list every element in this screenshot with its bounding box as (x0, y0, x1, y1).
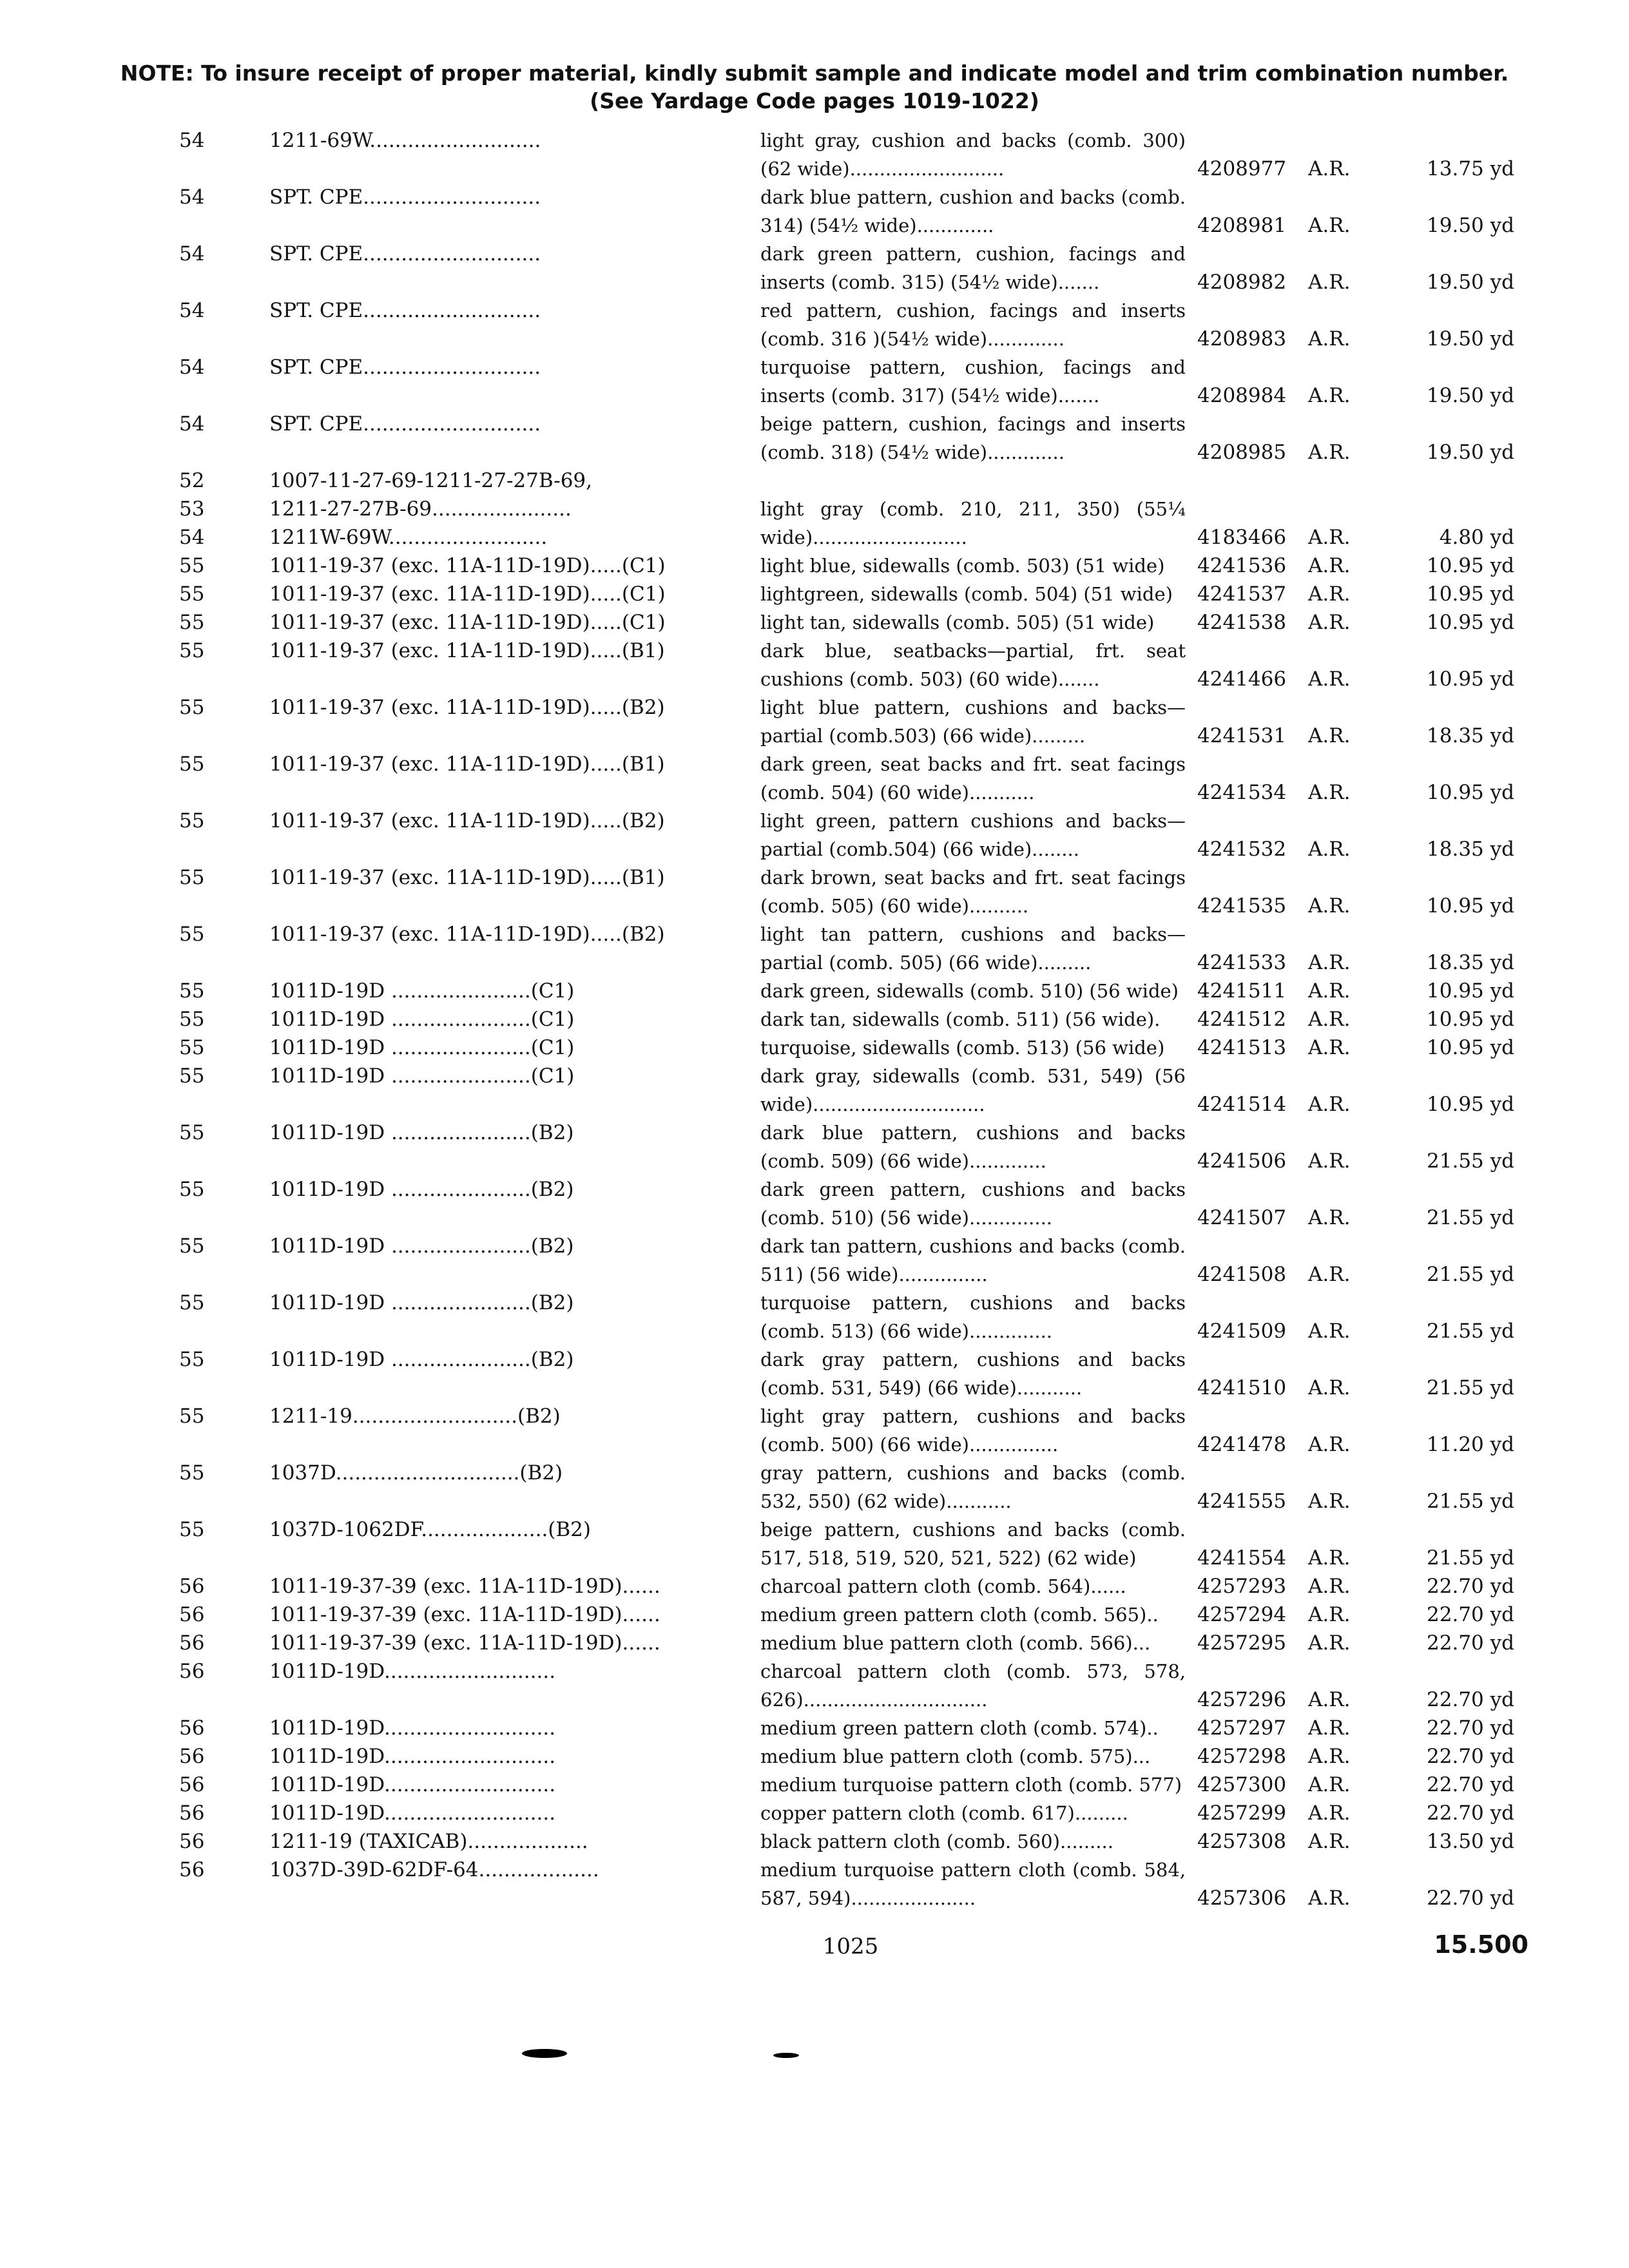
model-cell: SPT. CPE............................ (269, 186, 541, 209)
year-cell: 56 (179, 1631, 205, 1655)
year-cell: 56 (179, 1858, 205, 1881)
table-row (0, 1119, 1629, 1175)
year-cell: 54 (179, 186, 205, 209)
table-row (0, 977, 1629, 1005)
year-cell: 55 (179, 554, 205, 577)
trim-description: dark blue pattern, cushion and backs (comb. 314) (54½ wide)............. (760, 186, 1186, 236)
trim-description: turquoise, sidewalls (comb. 513) (56 wide) (760, 1037, 1165, 1059)
year-cell: 55 (179, 1036, 205, 1059)
model-cell: 1011-19-37-39 (exc. 11A-11D-19D)...... (269, 1603, 660, 1626)
note-header (0, 59, 1629, 115)
year-cell: 52 (179, 469, 205, 492)
yardage-cell: 21.55 yd (1427, 1206, 1514, 1229)
part-number: 4241532 (1197, 838, 1287, 861)
yardage-cell: 19.50 yd (1427, 441, 1514, 464)
quantity-cell: A.R. (1308, 582, 1351, 606)
part-number: 4241509 (1197, 1320, 1287, 1343)
table-row (0, 580, 1629, 608)
trim-description: dark gray pattern, cushions and backs (comb. 531, 549) (66 wide)........... (760, 1349, 1186, 1399)
model-cell: 1011D-19D........................... (269, 1802, 556, 1825)
year-cell: 56 (179, 1773, 205, 1796)
model-cell: 1011-19-37 (exc. 11A-11D-19D).....(B2) (269, 809, 665, 832)
year-cell: 55 (179, 979, 205, 1003)
quantity-cell: A.R. (1308, 1830, 1351, 1853)
table-row (0, 523, 1629, 552)
part-number: 4241507 (1197, 1206, 1287, 1229)
part-number: 4241506 (1197, 1149, 1287, 1173)
model-cell: 1011-19-37 (exc. 11A-11D-19D).....(B2) (269, 696, 665, 719)
part-number: 4257294 (1197, 1603, 1287, 1626)
yardage-cell: 10.95 yd (1427, 781, 1514, 804)
model-cell: 1007-11-27-69-1211-27-27B-69, (269, 469, 592, 492)
yardage-cell: 10.95 yd (1427, 1036, 1514, 1059)
year-cell: 55 (179, 1235, 205, 1258)
year-cell: 55 (179, 1518, 205, 1541)
table-row (0, 693, 1629, 750)
yardage-cell: 21.55 yd (1427, 1376, 1514, 1399)
table-row (0, 1799, 1629, 1827)
yardage-cell: 10.95 yd (1427, 611, 1514, 634)
model-cell: 1011D-19D ......................(B2) (269, 1235, 574, 1258)
model-cell: 1211-27-27B-69...................... (269, 497, 572, 521)
page-number: 1025 (822, 1934, 879, 1959)
part-number: 4241512 (1197, 1008, 1287, 1031)
trim-description: medium turquoise pattern cloth (comb. 584, 587, 594)..................... (760, 1859, 1186, 1909)
table-row (0, 1459, 1629, 1515)
quantity-cell: A.R. (1308, 1631, 1351, 1655)
model-cell: 1011D-19D ......................(C1) (269, 979, 575, 1003)
yardage-cell: 19.50 yd (1427, 214, 1514, 237)
part-number: 4208985 (1197, 441, 1287, 464)
table-row (0, 1657, 1629, 1714)
part-number: 4257306 (1197, 1887, 1287, 1910)
quantity-cell: A.R. (1308, 1490, 1351, 1513)
trim-description: beige pattern, cushion, facings and inserts (comb. 318) (54½ wide)............. (760, 413, 1186, 463)
quantity-cell: A.R. (1308, 668, 1351, 691)
model-cell: 1011-19-37 (exc. 11A-11D-19D).....(C1) (269, 582, 666, 606)
trim-description: light gray, cushion and backs (comb. 300) (62 wide).......................... (760, 130, 1186, 180)
trim-description: dark green pattern, cushions and backs (comb. 510) (56 wide).............. (760, 1178, 1186, 1229)
quantity-cell: A.R. (1308, 384, 1351, 407)
part-number: 4241531 (1197, 724, 1287, 747)
model-cell: 1011-19-37 (exc. 11A-11D-19D).....(C1) (269, 554, 666, 577)
yardage-cell: 13.75 yd (1427, 157, 1514, 180)
model-cell: 1011D-19D ......................(C1) (269, 1008, 575, 1031)
trim-description: light green, pattern cushions and backs—partial (comb.504) (66 wide)........ (760, 810, 1186, 860)
year-cell: 56 (179, 1745, 205, 1768)
yardage-cell: 4.80 yd (1439, 526, 1514, 549)
yardage-cell: 10.95 yd (1427, 894, 1514, 918)
table-row (0, 1827, 1629, 1856)
yardage-cell: 21.55 yd (1427, 1320, 1514, 1343)
year-cell: 55 (179, 582, 205, 606)
year-cell: 55 (179, 1348, 205, 1371)
quantity-cell: A.R. (1308, 1149, 1351, 1173)
part-number: 4241536 (1197, 554, 1287, 577)
table-row (0, 807, 1629, 863)
section-number: 15.500 (1434, 1930, 1528, 1959)
year-cell: 55 (179, 696, 205, 719)
yardage-cell: 10.95 yd (1427, 1008, 1514, 1031)
quantity-cell: A.R. (1308, 894, 1351, 918)
yardage-cell: 22.70 yd (1427, 1802, 1514, 1825)
scan-smudge (522, 2049, 567, 2058)
table-row (0, 183, 1629, 240)
model-cell: SPT. CPE............................ (269, 299, 541, 322)
part-number: 4241554 (1197, 1546, 1287, 1570)
year-cell: 55 (179, 809, 205, 832)
yardage-cell: 10.95 yd (1427, 979, 1514, 1003)
trim-description: turquoise pattern, cushion, facings and inserts (comb. 317) (54½ wide)....... (760, 356, 1186, 407)
year-cell: 55 (179, 1121, 205, 1144)
part-number: 4208981 (1197, 214, 1287, 237)
table-row (0, 1600, 1629, 1629)
year-cell: 54 (179, 299, 205, 322)
quantity-cell: A.R. (1308, 1603, 1351, 1626)
year-cell: 54 (179, 412, 205, 436)
quantity-cell: A.R. (1308, 1575, 1351, 1598)
trim-description: dark green, seat backs and frt. seat facings (comb. 504) (60 wide)........... (760, 753, 1186, 803)
quantity-cell: A.R. (1308, 1745, 1351, 1768)
year-cell: 56 (179, 1603, 205, 1626)
model-cell: 1011-19-37 (exc. 11A-11D-19D).....(B2) (269, 923, 665, 946)
year-cell: 55 (179, 1291, 205, 1314)
model-cell: 1011D-19D ......................(B2) (269, 1121, 574, 1144)
trim-description: copper pattern cloth (comb. 617)......... (760, 1802, 1128, 1824)
part-number: 4208984 (1197, 384, 1287, 407)
yardage-cell: 19.50 yd (1427, 327, 1514, 351)
quantity-cell: A.R. (1308, 1320, 1351, 1343)
scan-smudge (773, 2053, 799, 2058)
part-number: 4257295 (1197, 1631, 1287, 1655)
trim-description: black pattern cloth (comb. 560)......... (760, 1831, 1113, 1852)
yardage-cell: 22.70 yd (1427, 1716, 1514, 1740)
part-number: 4241508 (1197, 1263, 1287, 1286)
table-row (0, 637, 1629, 693)
table-row (0, 1402, 1629, 1459)
trim-description: beige pattern, cushions and backs (comb. 517, 518, 519, 520, 521, 522) (62 wide) (760, 1519, 1186, 1569)
part-number: 4257299 (1197, 1802, 1287, 1825)
part-number: 4208977 (1197, 157, 1287, 180)
trim-description: light tan pattern, cushions and backs—partial (comb. 505) (66 wide)......... (760, 923, 1186, 974)
model-cell: SPT. CPE............................ (269, 356, 541, 379)
part-number: 4241510 (1197, 1376, 1287, 1399)
trim-description: dark blue, seatbacks—partial, frt. seat cushions (comb. 503) (60 wide)....... (760, 640, 1186, 690)
trim-description: light blue pattern, cushions and backs—partial (comb.503) (66 wide)......... (760, 697, 1186, 747)
yardage-cell: 18.35 yd (1427, 724, 1514, 747)
model-cell: 1011D-19D ......................(B2) (269, 1291, 574, 1314)
trim-description: light gray pattern, cushions and backs (comb. 500) (66 wide)............... (760, 1405, 1186, 1456)
trim-description: dark brown, seat backs and frt. seat facings (comb. 505) (60 wide).......... (760, 867, 1186, 917)
trim-description: light gray (comb. 210, 211, 350) (55¼ wide).......................... (760, 498, 1186, 548)
part-number: 4241534 (1197, 781, 1287, 804)
table-row (0, 126, 1629, 183)
model-cell: 1211-19 (TAXICAB)................... (269, 1830, 588, 1853)
quantity-cell: A.R. (1308, 526, 1351, 549)
part-number: 4241533 (1197, 951, 1287, 974)
trim-description: dark green, sidewalls (comb. 510) (56 wide) (760, 980, 1179, 1002)
model-cell: 1011-19-37-39 (exc. 11A-11D-19D)...... (269, 1575, 660, 1598)
year-cell: 56 (179, 1802, 205, 1825)
model-cell: 1011-19-37-39 (exc. 11A-11D-19D)...... (269, 1631, 660, 1655)
part-number: 4183466 (1197, 526, 1287, 549)
note-line-2: (See Yardage Code pages 1019-1022) (590, 88, 1039, 113)
quantity-cell: A.R. (1308, 724, 1351, 747)
yardage-cell: 22.70 yd (1427, 1575, 1514, 1598)
model-cell: 1011D-19D........................... (269, 1773, 556, 1796)
part-number: 4241538 (1197, 611, 1287, 634)
year-cell: 55 (179, 1008, 205, 1031)
table-row (0, 240, 1629, 296)
part-number: 4257293 (1197, 1575, 1287, 1598)
part-number: 4208983 (1197, 327, 1287, 351)
table-row (0, 1289, 1629, 1345)
yardage-cell: 21.55 yd (1427, 1490, 1514, 1513)
yardage-cell: 18.35 yd (1427, 951, 1514, 974)
table-row (0, 353, 1629, 410)
quantity-cell: A.R. (1308, 1008, 1351, 1031)
table-row (0, 410, 1629, 466)
quantity-cell: A.R. (1308, 611, 1351, 634)
table-row (0, 1515, 1629, 1572)
table-row (0, 1572, 1629, 1600)
quantity-cell: A.R. (1308, 1376, 1351, 1399)
trim-description: medium blue pattern cloth (comb. 575)... (760, 1745, 1151, 1767)
part-number: 4241555 (1197, 1490, 1287, 1513)
year-cell: 55 (179, 753, 205, 776)
quantity-cell: A.R. (1308, 441, 1351, 464)
quantity-cell: A.R. (1308, 327, 1351, 351)
part-number: 4257297 (1197, 1716, 1287, 1740)
yardage-cell: 22.70 yd (1427, 1688, 1514, 1711)
quantity-cell: A.R. (1308, 157, 1351, 180)
yardage-cell: 11.20 yd (1427, 1433, 1514, 1456)
model-cell: 1011D-19D........................... (269, 1660, 556, 1683)
quantity-cell: A.R. (1308, 951, 1351, 974)
quantity-cell: A.R. (1308, 1036, 1351, 1059)
year-cell: 55 (179, 923, 205, 946)
yardage-cell: 21.55 yd (1427, 1149, 1514, 1173)
table-row (0, 552, 1629, 580)
trim-description: charcoal pattern cloth (comb. 573, 578, 626)............................... (760, 1660, 1186, 1711)
trim-description: dark tan pattern, cushions and backs (comb. 511) (56 wide)............... (760, 1235, 1186, 1285)
quantity-cell: A.R. (1308, 838, 1351, 861)
trim-description: lightgreen, sidewalls (comb. 504) (51 wide) (760, 583, 1173, 605)
part-number: 4257296 (1197, 1688, 1287, 1711)
table-row (0, 296, 1629, 353)
part-number: 4241537 (1197, 582, 1287, 606)
model-cell: 1011-19-37 (exc. 11A-11D-19D).....(C1) (269, 611, 666, 634)
model-cell: 1011D-19D ......................(B2) (269, 1348, 574, 1371)
table-row (0, 1175, 1629, 1232)
part-number: 4257298 (1197, 1745, 1287, 1768)
quantity-cell: A.R. (1308, 1773, 1351, 1796)
yardage-cell: 22.70 yd (1427, 1773, 1514, 1796)
model-cell: 1211W-69W......................... (269, 526, 548, 549)
quantity-cell: A.R. (1308, 781, 1351, 804)
table-row (0, 466, 1629, 495)
model-cell: 1037D-39D-62DF-64................... (269, 1858, 599, 1881)
year-cell: 56 (179, 1575, 205, 1598)
yardage-cell: 10.95 yd (1427, 582, 1514, 606)
table-row (0, 920, 1629, 977)
year-cell: 54 (179, 356, 205, 379)
table-row (0, 1742, 1629, 1771)
year-cell: 55 (179, 1064, 205, 1088)
table-row (0, 1005, 1629, 1033)
model-cell: 1011D-19D........................... (269, 1745, 556, 1768)
table-row (0, 1771, 1629, 1799)
trim-description: dark tan, sidewalls (comb. 511) (56 wide). (760, 1008, 1161, 1030)
part-number: 4241535 (1197, 894, 1287, 918)
year-cell: 56 (179, 1830, 205, 1853)
model-cell: 1011-19-37 (exc. 11A-11D-19D).....(B1) (269, 639, 665, 662)
year-cell: 55 (179, 866, 205, 889)
yardage-cell: 22.70 yd (1427, 1631, 1514, 1655)
year-cell: 56 (179, 1716, 205, 1740)
trim-description: dark blue pattern, cushions and backs (comb. 509) (66 wide)............. (760, 1122, 1186, 1172)
part-number: 4241513 (1197, 1036, 1287, 1059)
model-cell: 1211-19..........................(B2) (269, 1405, 561, 1428)
trim-description: red pattern, cushion, facings and inserts (comb. 316 )(54½ wide)............. (760, 300, 1186, 350)
quantity-cell: A.R. (1308, 1716, 1351, 1740)
quantity-cell: A.R. (1308, 1263, 1351, 1286)
trim-description: light blue, sidewalls (comb. 503) (51 wide) (760, 555, 1165, 577)
trim-description: charcoal pattern cloth (comb. 564)...... (760, 1575, 1126, 1597)
year-cell: 55 (179, 1405, 205, 1428)
model-cell: 1037D.............................(B2) (269, 1461, 563, 1485)
trim-description: gray pattern, cushions and backs (comb. 532, 550) (62 wide)........... (760, 1462, 1186, 1512)
yardage-cell: 19.50 yd (1427, 384, 1514, 407)
table-row (0, 1033, 1629, 1062)
table-row (0, 1856, 1629, 1912)
table-row (0, 863, 1629, 920)
quantity-cell: A.R. (1308, 554, 1351, 577)
part-number: 4241514 (1197, 1093, 1287, 1116)
quantity-cell: A.R. (1308, 1093, 1351, 1116)
model-cell: 1011D-19D ......................(C1) (269, 1036, 575, 1059)
yardage-cell: 21.55 yd (1427, 1546, 1514, 1570)
year-cell: 53 (179, 497, 205, 521)
quantity-cell: A.R. (1308, 214, 1351, 237)
model-cell: 1011-19-37 (exc. 11A-11D-19D).....(B1) (269, 753, 665, 776)
quantity-cell: A.R. (1308, 1433, 1351, 1456)
quantity-cell: A.R. (1308, 1688, 1351, 1711)
table-row (0, 1232, 1629, 1289)
year-cell: 54 (179, 242, 205, 265)
part-number: 4208982 (1197, 271, 1287, 294)
quantity-cell: A.R. (1308, 1206, 1351, 1229)
part-number: 4241478 (1197, 1433, 1287, 1456)
trim-description: dark gray, sidewalls (comb. 531, 549) (56 wide)............................. (760, 1065, 1186, 1115)
yardage-cell: 18.35 yd (1427, 838, 1514, 861)
table-row (0, 1629, 1629, 1657)
part-number: 4257308 (1197, 1830, 1287, 1853)
year-cell: 55 (179, 611, 205, 634)
yardage-cell: 21.55 yd (1427, 1263, 1514, 1286)
model-cell: 1011-19-37 (exc. 11A-11D-19D).....(B1) (269, 866, 665, 889)
model-cell: 1011D-19D ......................(C1) (269, 1064, 575, 1088)
trim-description: medium green pattern cloth (comb. 565).. (760, 1604, 1159, 1626)
yardage-cell: 22.70 yd (1427, 1745, 1514, 1768)
trim-description: medium turquoise pattern cloth (comb. 577) (760, 1774, 1182, 1796)
table-row (0, 1062, 1629, 1119)
year-cell: 55 (179, 639, 205, 662)
model-cell: 1037D-1062DF....................(B2) (269, 1518, 591, 1541)
year-cell: 55 (179, 1461, 205, 1485)
yardage-cell: 22.70 yd (1427, 1887, 1514, 1910)
model-cell: 1211-69W........................... (269, 129, 541, 152)
trim-description: medium blue pattern cloth (comb. 566)... (760, 1632, 1151, 1654)
table-row (0, 1345, 1629, 1402)
table-row (0, 608, 1629, 637)
model-cell: 1011D-19D ......................(B2) (269, 1178, 574, 1201)
year-cell: 56 (179, 1660, 205, 1683)
quantity-cell: A.R. (1308, 1546, 1351, 1570)
year-cell: 55 (179, 1178, 205, 1201)
yardage-cell: 19.50 yd (1427, 271, 1514, 294)
part-number: 4241511 (1197, 979, 1287, 1003)
yardage-cell: 10.95 yd (1427, 668, 1514, 691)
trim-description: turquoise pattern, cushions and backs (comb. 513) (66 wide).............. (760, 1292, 1186, 1342)
part-number: 4257300 (1197, 1773, 1287, 1796)
quantity-cell: A.R. (1308, 271, 1351, 294)
trim-description: dark green pattern, cushion, facings and inserts (comb. 315) (54½ wide)....... (760, 243, 1186, 293)
note-line-1: NOTE: To insure receipt of proper material, kindly submit sample and indicate model and trim combination number. (120, 61, 1509, 86)
trim-description: medium green pattern cloth (comb. 574).. (760, 1717, 1159, 1739)
quantity-cell: A.R. (1308, 1802, 1351, 1825)
quantity-cell: A.R. (1308, 979, 1351, 1003)
table-row (0, 750, 1629, 807)
quantity-cell: A.R. (1308, 1887, 1351, 1910)
model-cell: SPT. CPE............................ (269, 242, 541, 265)
trim-description: light tan, sidewalls (comb. 505) (51 wide) (760, 611, 1155, 633)
model-cell: SPT. CPE............................ (269, 412, 541, 436)
yardage-cell: 13.50 yd (1427, 1830, 1514, 1853)
yardage-cell: 10.95 yd (1427, 554, 1514, 577)
yardage-cell: 10.95 yd (1427, 1093, 1514, 1116)
yardage-cell: 22.70 yd (1427, 1603, 1514, 1626)
year-cell: 54 (179, 129, 205, 152)
table-row (0, 1714, 1629, 1742)
year-cell: 54 (179, 526, 205, 549)
model-cell: 1011D-19D........................... (269, 1716, 556, 1740)
part-number: 4241466 (1197, 668, 1287, 691)
